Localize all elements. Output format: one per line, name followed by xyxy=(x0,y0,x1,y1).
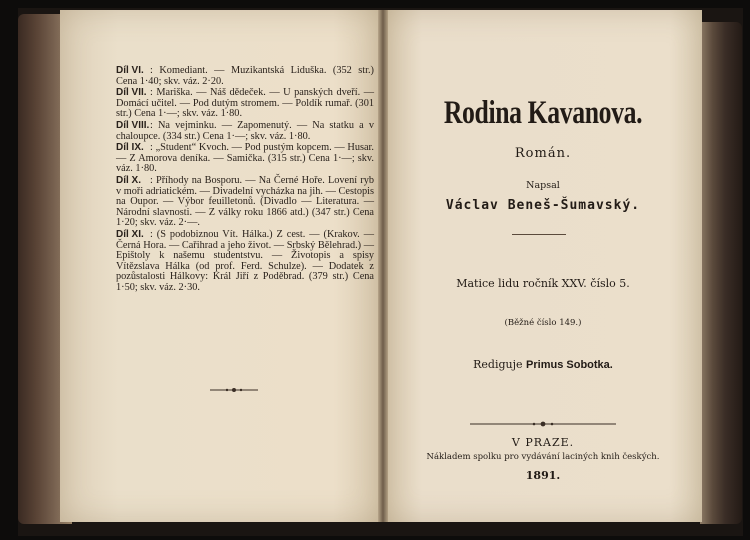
book-edge-right xyxy=(700,22,742,524)
volume-text: : Příhody na Bosporu. — Na Černé Hoře. Lovení ryb v moři adriatickém. — Divadelní vycházka na jih. — Cestopis na Oupor. — Výbor feuilletonů. (Divadlo — Literatura. — Národní slavnosti. — Z války roku 1866 atd.) (347 str.) Cena 1·20; skv. váz. 2·—. xyxy=(116,174,374,229)
volume-text: : Mariška. — Náš dědeček. — U panských dveří. — Domácí učitel. — Pod dutým stromem. — Poldík rumař. (301 str.) Cena 1·—; skv. váz. 1·80. xyxy=(116,87,374,120)
volume-entry xyxy=(116,176,374,229)
volume-entry xyxy=(116,143,374,175)
editor-prefix: Rediguje xyxy=(473,358,523,371)
volume-entry xyxy=(116,66,374,87)
volume-label: Díl VIII. xyxy=(116,119,150,131)
volume-label: Díl X. xyxy=(116,174,142,186)
book-subtitle: Román. xyxy=(514,146,572,161)
volume-label: Díl VI. xyxy=(116,65,144,76)
ornament-divider-right xyxy=(470,420,616,428)
volume-text: : (S podobiznou Vít. Hálka.) Z cest. — (Krakov. — Černá Hora. — Cařihrad a jeho život. — Srbský Bělehrad.) — Epištoly k našemu studentstvu. — Životopis a spisy Vítězslava Hálka (od prof. Ferd. Schulze). — Dodatek z pozůstalosti Hálkovy: Král Jiří z Poděbrad. (379 str.) Cena 1·50; skv. váz. 2·30. xyxy=(116,228,374,293)
editor-name: Primus Sobotka. xyxy=(526,359,613,371)
publisher-line: Nákladem spolku pro vydávání laciných knih českých. xyxy=(426,452,660,462)
ornament-divider-left xyxy=(210,387,258,393)
volume-entry xyxy=(116,230,374,294)
volume-entry xyxy=(116,88,374,120)
volume-text: : Komediant. — Muzikantská Liduška. (352 str.) Cena 1·40; skv. váz. 2·20. xyxy=(116,65,374,87)
publication-city: V PRAZE. xyxy=(511,436,575,449)
written-by-label: Napsal xyxy=(526,180,560,191)
volume-label: Díl IX. xyxy=(116,142,144,154)
volume-text: : Na vejminku. — Zapomenutý. — Na statku a v chaloupce. (334 str.) Cena 1·—; skv. váz. 1·80. xyxy=(116,119,374,142)
title-rule xyxy=(512,234,566,235)
volume-label: Díl VII. xyxy=(116,87,147,99)
book-title: Rodina Kavanova. xyxy=(443,95,643,131)
publication-year: 1891. xyxy=(525,469,561,482)
ordinary-number: (Běžné číslo 149.) xyxy=(504,318,582,328)
series-info: Matice lidu ročník XXV. číslo 5. xyxy=(456,277,630,290)
volume-label: Díl XI. xyxy=(116,228,144,240)
author-name: Václav Beneš-Šumavský. xyxy=(445,198,641,213)
volume-entry xyxy=(116,121,374,142)
volume-text: : „Student“ Kvoch. — Pod pustým kopcem. — Husar. — Z Amorova deníka. — Samička. (315 str.) Cena 1·—; skv. váz. 1·80. xyxy=(116,142,374,175)
volume-list xyxy=(116,66,374,294)
editor-line xyxy=(384,358,702,371)
